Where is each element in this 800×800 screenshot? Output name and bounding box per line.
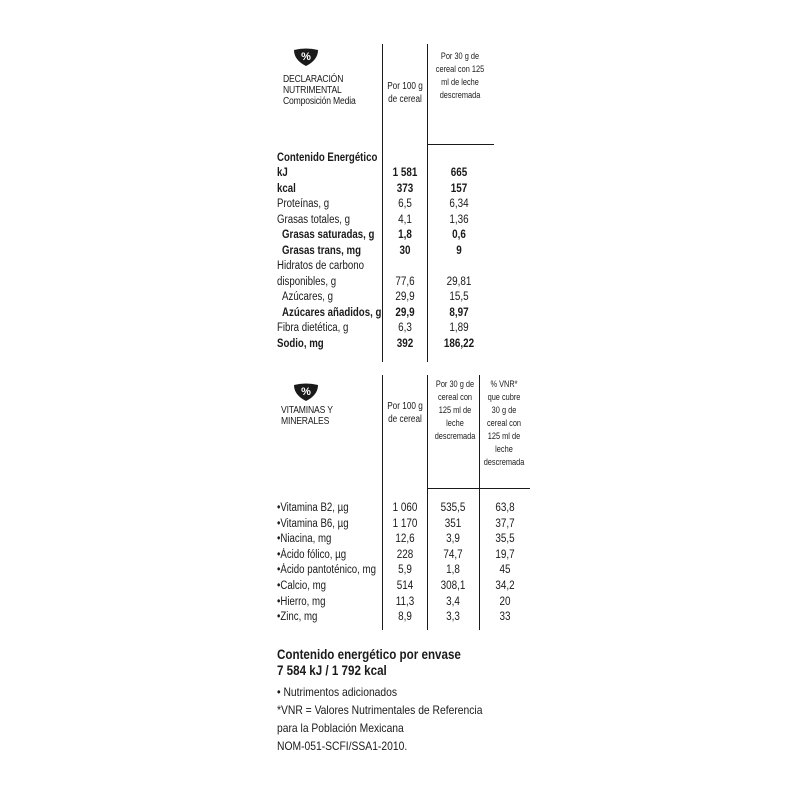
row-value-per-serving: 74,7 (443, 548, 463, 561)
row-value-vnr: 37,7 (495, 517, 515, 530)
row-value-per-100g: 392 (396, 337, 414, 350)
table2-header (281, 405, 333, 427)
percent-badge-icon (293, 382, 319, 402)
row-value-per-100g: 12,6 (395, 533, 415, 546)
row-label: Grasas saturadas, g (282, 229, 375, 241)
row-label: •Calcio, mg (277, 580, 327, 592)
row-value-per-serving: 535,5 (440, 502, 466, 514)
row-value-vnr: 33 (499, 611, 511, 624)
table1-header (283, 74, 356, 107)
table2-header-line-2: MINERALES (281, 416, 330, 427)
row-value-per-serving: 6,34 (449, 198, 469, 210)
table1-col2-header: Por 30 g de cereal con 125 ml de leche descremada (435, 51, 485, 100)
row-value-per-serving: 8,97 (449, 306, 469, 319)
row-value-per-100g: 5,9 (398, 564, 412, 577)
footer-note-norm: NOM-051-SCFI/SSA1-2010. (277, 739, 408, 753)
footer-energy-value: 7 584 kJ / 1 792 kcal (277, 663, 387, 678)
table1-row (277, 337, 497, 352)
row-value-vnr: 35,5 (495, 533, 515, 546)
footer-note-vnr-2: para la Población Mexicana (277, 721, 404, 735)
table2-row (277, 517, 515, 532)
row-label: Grasas totales, g (277, 213, 351, 226)
footer-note-vnr-1: *VNR = Valores Nutrimentales de Referencia (277, 703, 483, 717)
table2-col3-header: % VNR* que cubre 30 g de cereal con 125 ml de leche descremada (483, 379, 525, 467)
row-value-per-serving: 9 (456, 244, 462, 257)
percent-badge-icon (293, 47, 319, 67)
row-value-per-serving: 351 (444, 517, 462, 530)
row-label: Hidratos de carbono (277, 260, 364, 272)
row-label: Grasas trans, mg (282, 244, 361, 257)
row-value-vnr: 19,7 (495, 548, 515, 561)
row-label: kJ (277, 167, 288, 179)
row-label: •Zinc, mg (277, 611, 318, 624)
row-value-per-serving: 3,3 (446, 611, 460, 624)
svg-text:%: % (301, 386, 311, 398)
row-value-per-serving: 3,4 (446, 595, 460, 608)
row-value-per-serving: 15,5 (449, 291, 469, 303)
table1-row (277, 244, 497, 259)
table1-row (277, 228, 497, 243)
row-value-per-100g: 1 581 (392, 167, 418, 179)
table1-header-line-2: NUTRIMENTAL (283, 85, 342, 96)
row-value-vnr: 34,2 (495, 580, 515, 592)
table2-row (277, 548, 515, 563)
row-value-per-100g: 1 170 (392, 517, 418, 530)
row-label: •Ácido pantoténico, mg (277, 564, 376, 577)
table2-col1-header: Por 100 g de cereal (387, 401, 423, 425)
row-label: •Vitamina B6, µg (277, 517, 349, 530)
footer-energy-title: Contenido energético por envase (277, 647, 461, 662)
row-value-vnr: 45 (499, 564, 511, 577)
row-value-per-100g: 1,8 (398, 229, 412, 241)
row-label: •Niacina, mg (277, 533, 332, 546)
row-value-per-serving: 665 (450, 167, 468, 179)
row-label: disponibles, g (277, 275, 337, 288)
row-label: •Vitamina B2, µg (277, 502, 349, 514)
row-value-per-100g: 77,6 (395, 275, 415, 288)
row-value-per-100g: 8,9 (398, 611, 412, 624)
row-label: •Ácido fólico, µg (277, 548, 347, 561)
table1-energy-title (277, 151, 497, 166)
row-value-per-serving: 0,6 (452, 229, 466, 241)
row-value-per-100g: 6,3 (398, 322, 412, 334)
table2-row (277, 610, 511, 625)
row-value-per-serving: 1,8 (446, 564, 460, 577)
row-value-per-serving: 186,22 (443, 337, 475, 350)
row-label: Azúcares añadidos, g (282, 306, 382, 319)
row-value-per-100g: 29,9 (395, 306, 415, 319)
table1-row (277, 275, 497, 290)
svg-text:%: % (301, 51, 311, 63)
row-value-per-100g: 373 (396, 182, 414, 195)
row-value-per-100g: 228 (396, 548, 414, 561)
row-value-per-serving: 1,36 (449, 213, 469, 226)
table2-row (277, 595, 511, 610)
table1-row (277, 197, 497, 212)
table1-row (277, 182, 497, 197)
table1-header-rule (427, 144, 494, 145)
table1-row (277, 213, 497, 228)
row-label: Proteínas, g (277, 198, 330, 210)
row-value-vnr: 20 (499, 595, 511, 608)
table2-row (277, 579, 515, 594)
row-value-vnr: 63,8 (495, 502, 515, 514)
row-value-per-100g: 1 060 (392, 502, 418, 514)
row-label: Sodio, mg (277, 337, 324, 350)
footer-note-added: • Nutrimentos adicionados (277, 685, 398, 699)
row-label: kcal (277, 182, 296, 195)
table1-header-line-3: Composición Media (283, 96, 356, 107)
row-value-per-100g: 6,5 (398, 198, 412, 210)
table2-row (277, 532, 515, 547)
table1-row (277, 166, 497, 181)
row-label: •Hierro, mg (277, 595, 326, 608)
row-value-per-100g: 11,3 (395, 595, 415, 608)
row-label: Fibra dietética, g (277, 322, 349, 334)
row-value-per-serving: 308,1 (440, 580, 466, 592)
row-value-per-serving: 1,89 (449, 322, 469, 334)
row-value-per-serving: 157 (450, 182, 468, 195)
table2-header-line-1: VITAMINAS Y (281, 405, 333, 416)
row-value-per-100g: 29,9 (395, 291, 415, 303)
table1-header-line-1: DECLARACIÓN (283, 74, 344, 85)
table1-row (277, 259, 497, 274)
row-value-per-100g: 4,1 (398, 213, 412, 226)
row-value-per-100g: 514 (396, 580, 414, 592)
table1-row (277, 321, 497, 336)
row-value-per-serving: 29,81 (446, 275, 472, 288)
energy-title-label: Contenido Energético (277, 152, 378, 164)
table1-col1-header: Por 100 g de cereal (387, 81, 423, 105)
row-value-per-100g: 30 (399, 244, 411, 257)
row-label: Azúcares, g (282, 291, 334, 303)
table1-row (277, 290, 497, 305)
table2-header-rule (427, 488, 530, 489)
table2-col2-header: Por 30 g de cereal con 125 ml de leche descremada (434, 379, 476, 441)
row-value-per-serving: 3,9 (446, 533, 460, 546)
table2-row (277, 501, 515, 516)
table2-row (277, 563, 511, 578)
table1-row (277, 306, 497, 321)
